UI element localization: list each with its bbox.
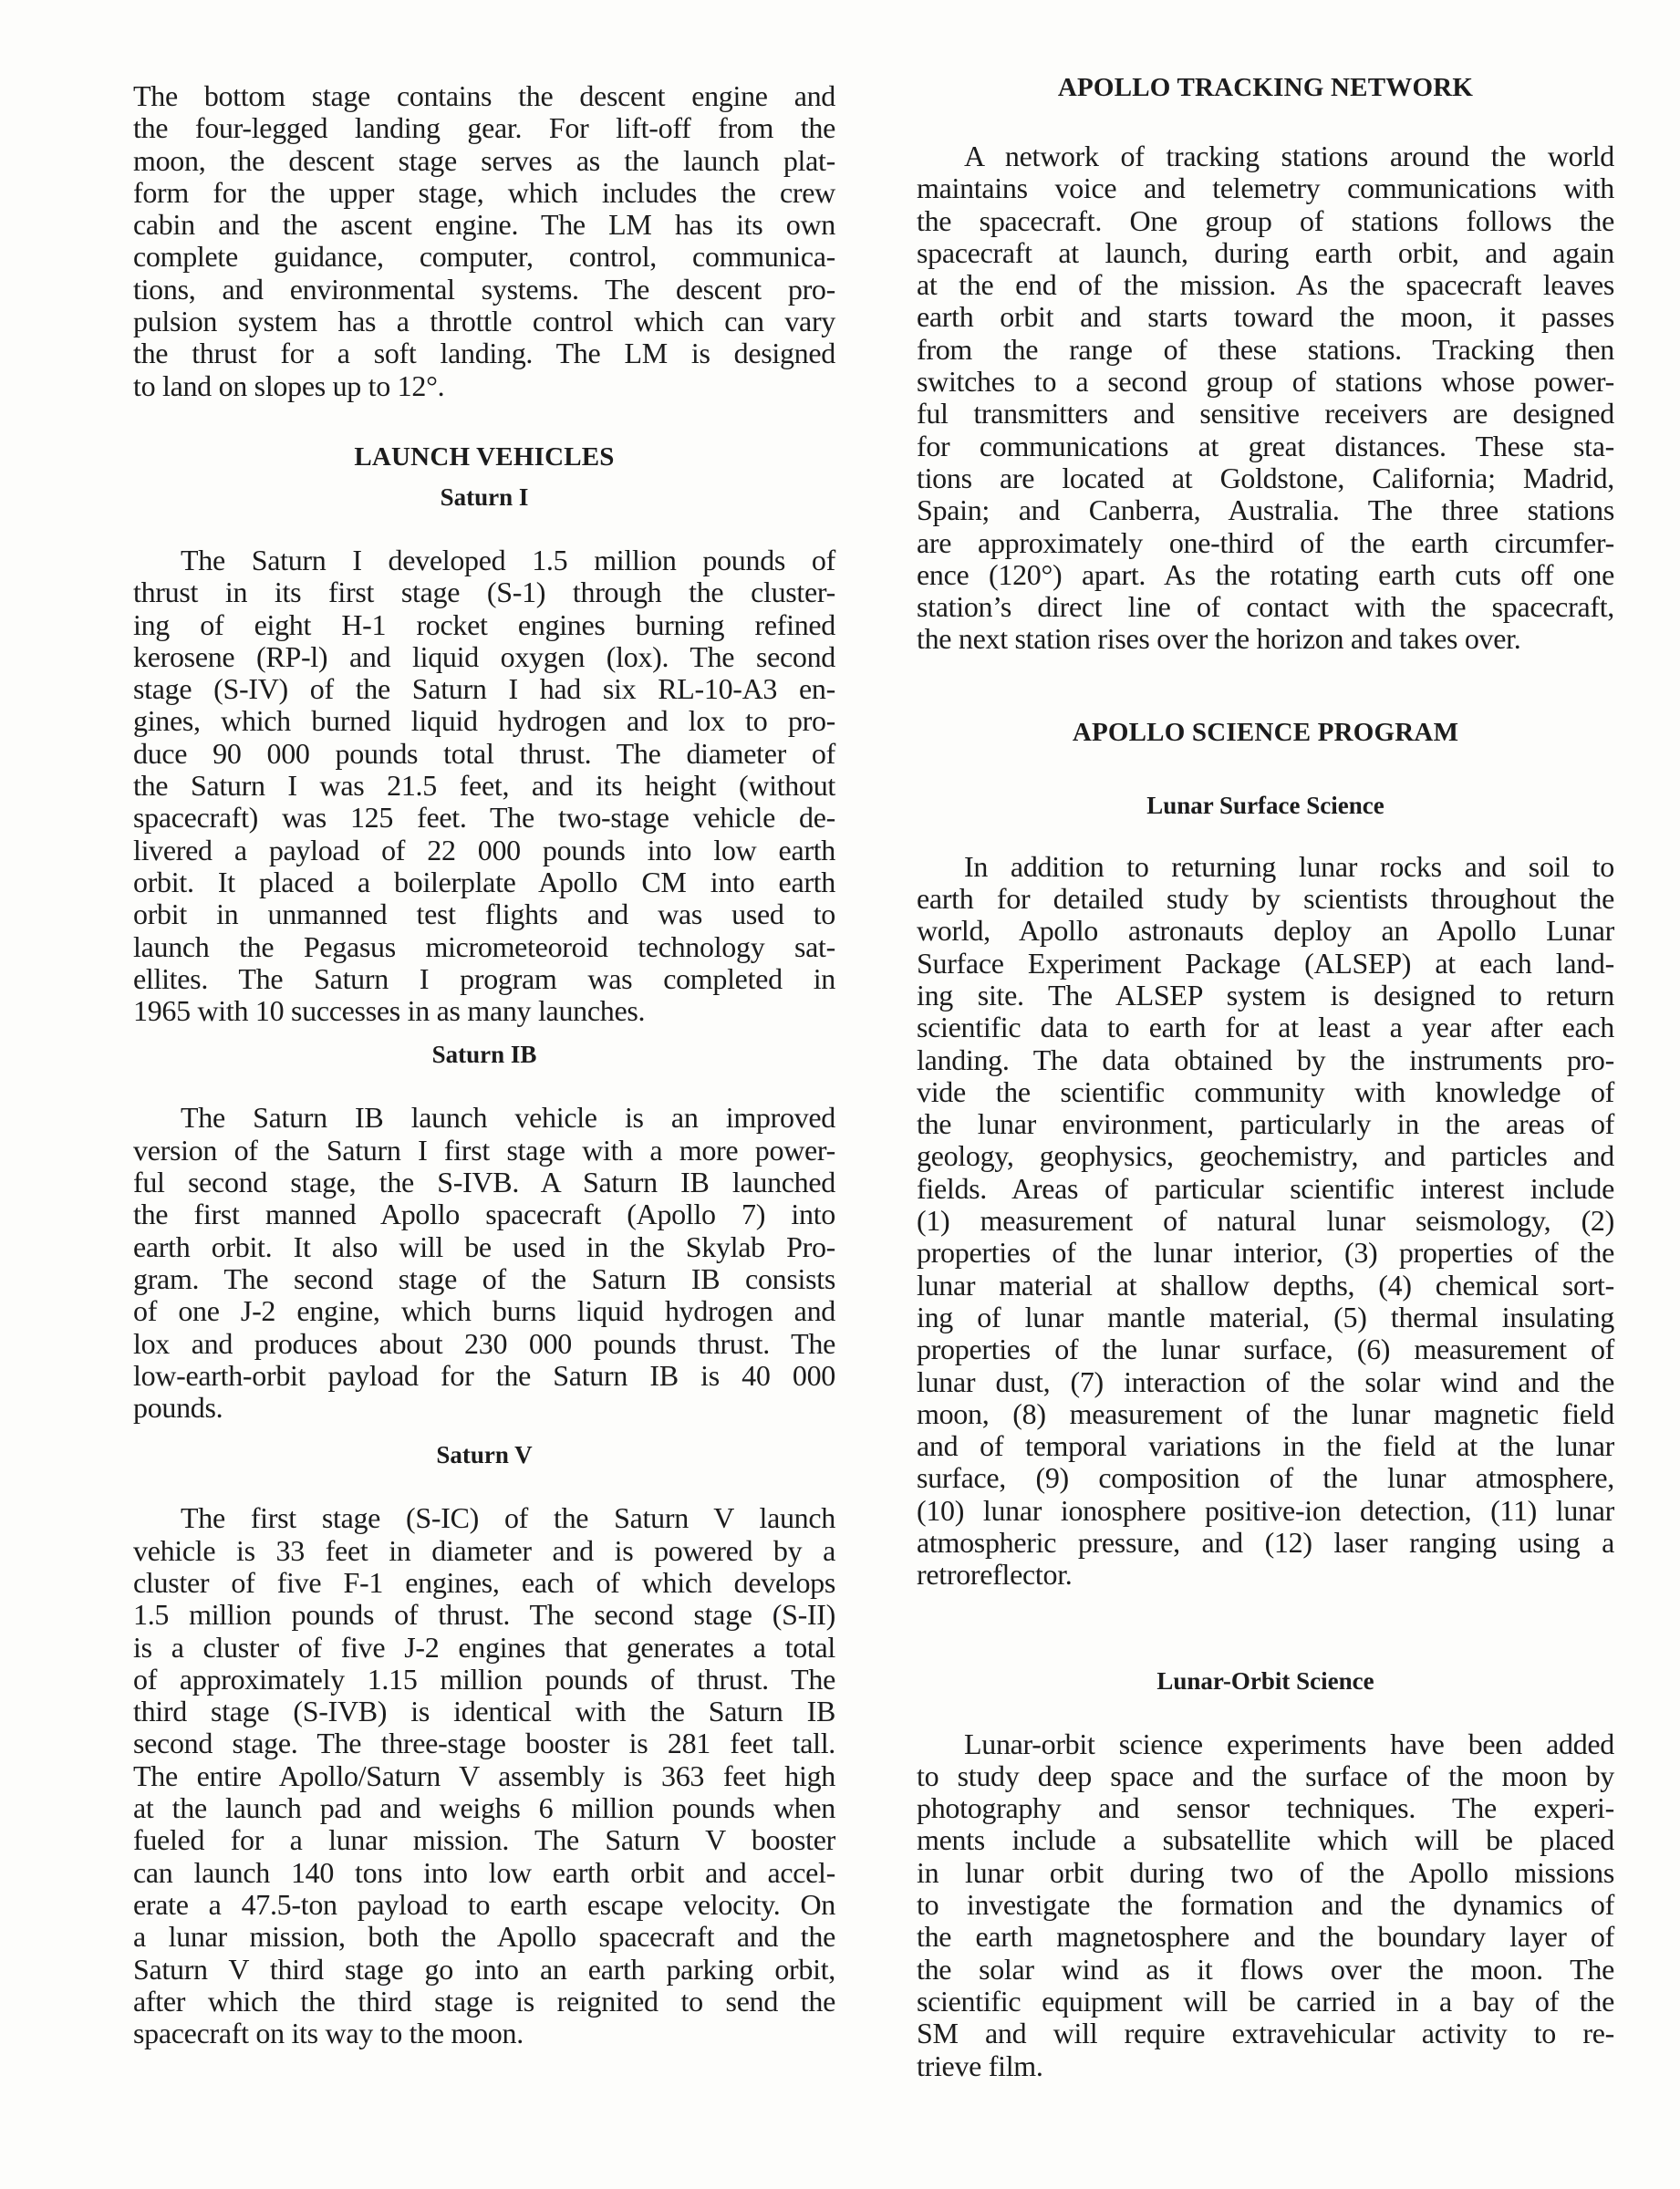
text-line: Saturn V third stage go into an earth parking orbit, [133,1952,835,1986]
text-line: of approximately 1.15 million pounds of thrust. The [133,1662,835,1696]
text-line: cabin and the ascent engine. The LM has its own [133,208,835,242]
text-line: at the launch pad and weighs 6 million pounds when [133,1791,835,1825]
saturn-ib-heading: Saturn IB [431,1041,537,1069]
text-line: The bottom stage contains the descent engine and [133,79,835,112]
text-line: gram. The second stage of the Saturn IB consists [133,1261,835,1295]
text-line: the thrust for a soft landing. The LM is designed [133,337,835,370]
text-line: for communications at great distances. These sta- [917,429,1614,462]
text-line: switches to a second group of stations whose power- [917,365,1614,399]
text-line: ing of lunar mantle material, (5) thermal insulating [917,1300,1614,1333]
text-line: the earth magnetosphere and the boundary layer of [917,1920,1614,1954]
text-line: spacecraft) was 125 feet. The two-stage vehicle de- [133,801,835,835]
text-line: kerosene (RP-l) and liquid oxygen (lox). The second [133,639,835,673]
lm-stages-paragraph [133,80,835,402]
text-line: orbit. It placed a boilerplate Apollo CM into earth [133,865,835,898]
text-line: orbit in unmanned test flights and was used to [133,897,835,931]
saturn-v-paragraph [133,1502,835,2049]
text-line: to investigate the formation and the dynamics of [917,1888,1614,1922]
text-line: of one J-2 engine, which burns liquid hydrogen and [133,1294,835,1328]
text-line: A network of tracking stations around the world [964,140,1614,172]
text-line: can launch 140 tons into low earth orbit and accel- [133,1855,835,1889]
text-line: Lunar-orbit science experiments have been added [964,1727,1614,1760]
text-line: to land on slopes up to 12°. [133,368,445,402]
text-line: The first stage (S-IC) of the Saturn V launch [181,1501,835,1535]
text-line: the Saturn I was 21.5 feet, and its height (without [133,769,835,803]
text-line: properties of the lunar interior, (3) properties of the [917,1236,1614,1270]
text-line: spacecraft on its way to the moon. [133,2017,524,2050]
text-line: the four-legged landing gear. For lift-off from the [133,111,835,145]
text-line: scientific data to earth for at least a year after each [917,1011,1614,1044]
text-line: ments include a subsatellite which will be placed [917,1823,1614,1857]
lunar-surface-science-paragraph [917,851,1614,1592]
launch-vehicles-heading: LAUNCH VEHICLES [354,441,615,472]
text-line: trieve film. [917,2049,1043,2082]
text-line: The Saturn I developed 1.5 million pounds of [181,543,835,576]
text-line: properties of the lunar surface, (6) measurement of [917,1333,1614,1366]
text-line: 1.5 million pounds of thrust. The second stage (S-II) [133,1598,835,1632]
saturn-v-heading: Saturn V [436,1441,533,1469]
text-line: version of the Saturn I first stage with a more power- [133,1133,835,1167]
text-line: Surface Experiment Package (ALSEP) at each land- [917,946,1614,980]
text-line: moon, the descent stage serves as the launch plat- [133,143,835,177]
right-column [917,71,1614,2082]
saturn-i-paragraph [133,545,835,1027]
text-line: earth orbit and starts toward the moon, it passes [917,300,1614,334]
text-line: SM and will require extravehicular activity to re- [917,2017,1614,2050]
text-line: lunar material at shallow depths, (4) chemical sort- [917,1268,1614,1302]
text-line: atmospheric pressure, and (12) laser ranging using a [917,1525,1614,1559]
text-line: gines, which burned liquid hydrogen and lox to pro- [133,704,835,738]
text-line: the next station rises over the horizon and takes over. [917,622,1521,656]
text-line: ful transmitters and sensitive receivers are designed [917,397,1614,431]
text-line: in lunar orbit during two of the Apollo missions [917,1855,1614,1889]
tracking-network-paragraph [917,140,1614,656]
text-line: ing of eight H-1 rocket engines burning refined [133,607,835,641]
text-line: third stage (S-IVB) is identical with the Saturn IB [133,1695,835,1728]
text-line: ing site. The ALSEP system is designed to return [917,978,1614,1012]
text-line: In addition to returning lunar rocks and soil to [964,849,1614,883]
saturn-ib-paragraph [133,1102,835,1424]
text-line: the solar wind as it flows over the moon. The [917,1952,1614,1986]
text-line: at the end of the mission. As the spacecraft leaves [917,268,1614,302]
text-line: a lunar mission, both the Apollo spacecraft and the [133,1920,835,1954]
lunar-orbit-science-paragraph [917,1728,1614,2082]
text-line: (10) lunar ionosphere positive-ion detection, (11) lunar [917,1493,1614,1527]
text-line: thrust in its first stage (S-1) through the cluster- [133,576,835,609]
text-line: are approximately one-third of the earth circumfer- [917,525,1614,559]
text-line: world, Apollo astronauts deploy an Apollo Lunar [917,914,1614,948]
text-line: The entire Apollo/Saturn V assembly is 363 feet high [133,1758,835,1792]
text-line: The Saturn IB launch vehicle is an improved [181,1101,835,1135]
text-line: duce 90 000 pounds total thrust. The diameter of [133,736,835,770]
text-line: maintains voice and telemetry communications with [917,171,1614,205]
text-line: tions are located at Goldstone, California; Madrid, [917,461,1614,494]
text-line: landing. The data obtained by the instruments pro- [917,1043,1614,1076]
text-line: complete guidance, computer, control, communica- [133,240,835,274]
left-column [133,80,835,2049]
text-line: ellites. The Saturn I program was completed in [133,961,835,995]
text-line: cluster of five F-1 engines, each of which develops [133,1565,835,1599]
text-line: launch the Pegasus micrometeoroid technology sat- [133,929,835,963]
text-line: is a cluster of five J-2 engines that generates a total [133,1630,835,1664]
text-line: surface, (9) composition of the lunar atmosphere, [917,1461,1614,1495]
science-program-heading: APOLLO SCIENCE PROGRAM [1072,717,1459,747]
text-line: vide the scientific community with knowledge of [917,1074,1614,1108]
text-line: second stage. The three-stage booster is 281 feet tall. [133,1727,835,1760]
tracking-network-heading: APOLLO TRACKING NETWORK [1057,73,1474,102]
text-line: fueled for a lunar mission. The Saturn V booster [133,1823,835,1857]
text-line: retroreflector. [917,1558,1073,1592]
text-line: form for the upper stage, which includes the crew [133,175,835,209]
lunar-surface-science-heading: Lunar Surface Science [1146,791,1384,819]
text-line: stage (S-IV) of the Saturn I had six RL-10-A3 en- [133,672,835,706]
text-line: after which the third stage is reignited to send the [133,1984,835,2018]
text-line: ence (120°) apart. As the rotating earth cuts off one [917,557,1614,591]
text-line: from the range of these stations. Tracking then [917,332,1614,366]
text-line: the spacecraft. One group of stations follows the [917,203,1614,237]
text-line: livered a payload of 22 000 pounds into low earth [133,833,835,866]
text-line: tions, and environmental systems. The descent pro- [133,272,835,306]
text-line: earth orbit. It also will be used in the Skylab Pro- [133,1229,835,1263]
text-line: (1) measurement of natural lunar seismology, (2) [917,1204,1614,1238]
text-line: the first manned Apollo spacecraft (Apollo 7) into [133,1198,835,1231]
text-line: and of temporal variations in the field at the lunar [917,1429,1614,1463]
text-line: Spain; and Canberra, Australia. The three stations [917,493,1614,527]
text-line: ful second stage, the S-IVB. A Saturn IB launched [133,1166,835,1199]
lunar-orbit-science-heading: Lunar-Orbit Science [1156,1666,1374,1695]
text-line: erate a 47.5-ton payload to earth escape velocity. On [133,1887,835,1921]
text-line: station’s direct line of contact with the spacecraft, [917,590,1614,624]
text-line: fields. Areas of particular scientific interest include [917,1171,1614,1205]
text-line: moon, (8) measurement of the lunar magnetic field [917,1396,1614,1430]
text-line: photography and sensor techniques. The experi- [917,1791,1614,1825]
text-line: vehicle is 33 feet in diameter and is powered by a [133,1533,835,1567]
text-line: pulsion system has a throttle control which can vary [133,305,835,338]
text-line: 1965 with 10 successes in as many launches. [133,994,646,1028]
text-line: spacecraft at launch, during earth orbit, and again [917,235,1614,269]
text-line: lunar dust, (7) interaction of the solar wind and the [917,1364,1614,1398]
text-line: earth for detailed study by scientists throughout the [917,882,1614,916]
text-line: geology, geophysics, geochemistry, and particles and [917,1139,1614,1173]
saturn-i-heading: Saturn I [440,482,529,511]
text-line: the lunar environment, particularly in the areas of [917,1107,1614,1141]
text-line: lox and produces about 230 000 pounds thrust. The [133,1326,835,1360]
text-line: scientific equipment will be carried in a bay of the [917,1984,1614,2018]
text-line: to study deep space and the surface of the moon by [917,1758,1614,1792]
text-line: pounds. [133,1391,223,1425]
text-line: low-earth-orbit payload for the Saturn IB is 40 000 [133,1358,835,1392]
